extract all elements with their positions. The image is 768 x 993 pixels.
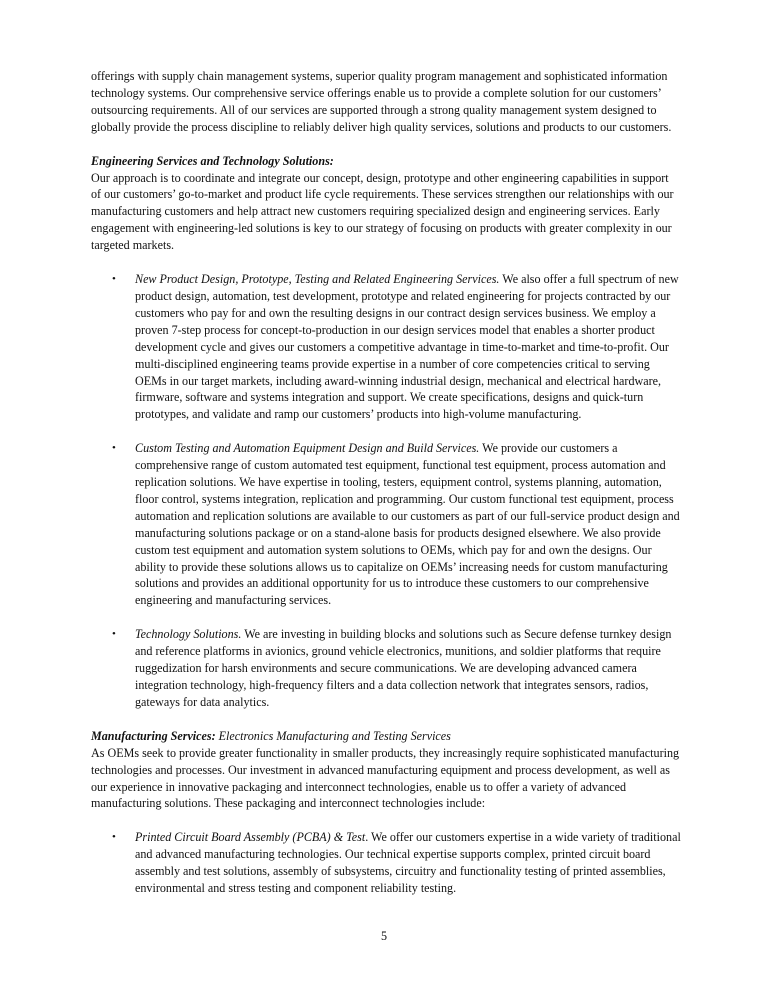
bullet-text: We also offer a full spectrum of new product design, automation, test development, prototype and related engineering for projects contracted by our customers who pay for and own the resulting designs in our contract design services business. We employ a proven 7-step process for concept-to-production in our design services model that enables a shorter product development cycle and gives our customers a competitive advantage in time-to-market and time-to-profit. Our multi-disciplined engineering teams provide expertise in a number of core competencies critical to serving OEMs in our target markets, including award-winning industrial design, mechanical and electrical hardware, firmware, software and systems integration and support. We create specifications, designs and quick-turn prototypes, and validate and ramp our customers’ products into high-volume manufacturing. (135, 272, 679, 422)
engineering-heading: Engineering Services and Technology Solutions: (91, 153, 334, 168)
manufacturing-heading: Manufacturing Services: (91, 728, 216, 743)
engineering-bullet-list (91, 271, 681, 711)
bullet-icon: • (112, 273, 116, 286)
bullet-text: . We offer our customers expertise in a wide variety of traditional and advanced manufacturing technologies. Our technical expertise supports complex, printed circuit board assembly and test solutions, assembly of subsystems, circuitry and functionality testing of printed assemblies, environmental and stress testing and component reliability testing. (135, 830, 681, 896)
list-item (91, 829, 681, 897)
page-number: 5 (380, 929, 388, 943)
list-item (91, 626, 681, 711)
engineering-paragraph: Our approach is to coordinate and integrate our concept, design, prototype and other engineering capabilities in support of our customers’ go-to-market and product life cycle requirements. These services strengthen our relationships with our manufacturing customers and help attract new customers requiring specialized design and engineering services. Early engagement with engineering-led solutions is key to our strategy of focusing on products with greater complexity in our targeted markets. (91, 170, 674, 253)
intro-paragraph: offerings with supply chain management systems, superior quality program management and sophisticated information technology systems. Our comprehensive service offerings enable us to provide a complete solution for our customers’ outsourcing requirements. All of our services are supported through a strong quality management system designed to globally provide the process discipline to reliably deliver high quality services, solutions and products to our customers. (91, 69, 672, 134)
manufacturing-bullet-list (91, 829, 681, 897)
bullet-lead: Technology Solutions. (135, 627, 242, 642)
manufacturing-paragraph: As OEMs seek to provide greater functionality in smaller products, they increasingly require sophisticated manufacturing technologies and processes. Our investment in advanced manufacturing equipment and process development, as well as our experience in innovative packaging and interconnect technologies, enable us to offer a variety of advanced manufacturing solutions. These packaging and interconnect technologies include: (91, 745, 680, 811)
bullet-icon: • (112, 628, 116, 641)
bullet-text: We are investing in building blocks and solutions such as Secure defense turnkey design and reference platforms in avionics, ground vehicle electronics, munitions, and soldier platforms that require ruggedization for harsh environments and secure communications. We are developing advanced camera integration technology, high-frequency filters and a data collection network that integrates sensors, radios, gateways for data analytics. (135, 627, 672, 709)
bullet-lead: Custom Testing and Automation Equipment Design and Build Services. (135, 441, 480, 456)
bullet-icon: • (112, 831, 116, 844)
engineering-section-heading (91, 153, 681, 170)
bullet-lead: New Product Design, Prototype, Testing and Related Engineering Services. (135, 272, 500, 287)
list-item (91, 271, 681, 423)
bullet-icon: • (112, 442, 116, 455)
bullet-lead: Printed Circuit Board Assembly (PCBA) & Test (135, 830, 366, 845)
manufacturing-section-heading (91, 728, 681, 745)
manufacturing-subheading: Electronics Manufacturing and Testing Services (215, 728, 451, 743)
bullet-text: We provide our customers a comprehensive range of custom automated test equipment, functional test equipment, process automation and replication solutions. We have expertise in tooling, testers, equipment control, systems planning, automation, floor control, systems integration, replication and programming. Our custom functional test equipment, process automation and replication solutions are available to our customers as part of our full-service product design and manufacturing solutions package or on a stand-alone basis for products designed elsewhere. We also provide custom test equipment and automation system solutions to OEMs, which pay for and own the designs. Our ability to provide these solutions allows us to capitalize on OEMs’ increasing needs for custom manufacturing solutions and provides an additional opportunity for us to introduce these customers to our comprehensive engineering and manufacturing services. (135, 441, 680, 608)
list-item (91, 440, 681, 609)
document-body (91, 68, 681, 897)
